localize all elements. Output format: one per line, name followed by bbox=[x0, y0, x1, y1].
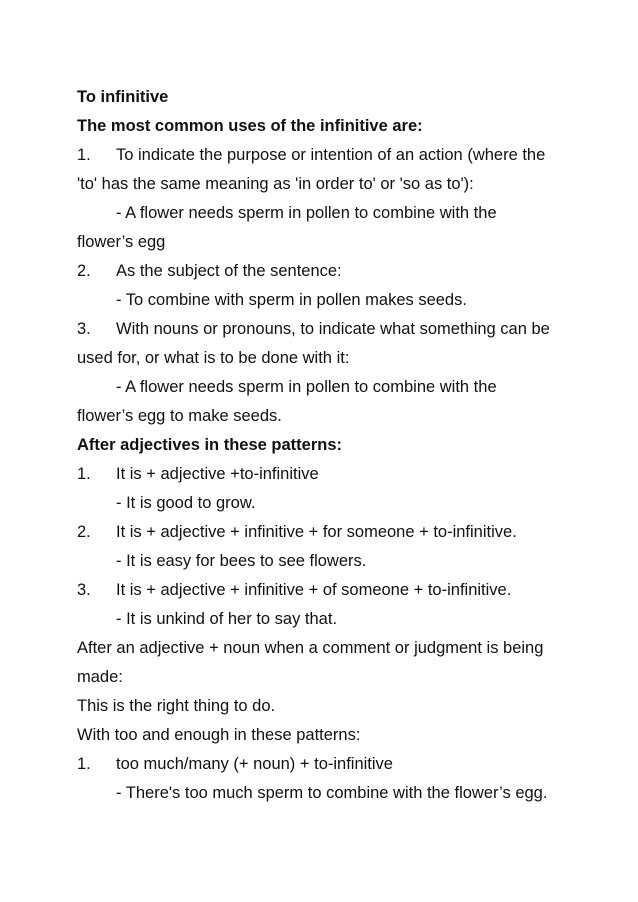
example-line: - A flower needs sperm in pollen to combine with the bbox=[116, 378, 497, 396]
list-item-text: too much/many (+ noun) + to-infinitive bbox=[116, 755, 393, 773]
list-item bbox=[77, 141, 617, 170]
list-number: 3. bbox=[77, 581, 91, 599]
example-line: - It is easy for bees to see flowers. bbox=[116, 552, 367, 570]
section-heading-common-uses: The most common uses of the infinitive are: bbox=[77, 117, 423, 135]
example-line: - To combine with sperm in pollen makes seeds. bbox=[116, 291, 467, 309]
list-item bbox=[77, 257, 617, 286]
section-heading-too-enough: With too and enough in these patterns: bbox=[77, 726, 361, 744]
example-line: - There's too much sperm to combine with the flower’s egg. bbox=[116, 784, 548, 802]
list-number: 2. bbox=[77, 523, 91, 541]
list-item-continuation: used for, or what is to be done with it: bbox=[77, 349, 350, 367]
list-item-text: It is + adjective + infinitive + of someone + to-infinitive. bbox=[116, 581, 512, 599]
list-item-text: With nouns or pronouns, to indicate what something can be bbox=[116, 320, 550, 338]
list-item-text: As the subject of the sentence: bbox=[116, 262, 342, 280]
list-item-text: It is + adjective + infinitive + for someone + to-infinitive. bbox=[116, 523, 517, 541]
list-number: 3. bbox=[77, 320, 91, 338]
paragraph-line: After an adjective + noun when a comment or judgment is being bbox=[77, 639, 544, 657]
paragraph-line: made: bbox=[77, 668, 123, 686]
list-number: 2. bbox=[77, 262, 91, 280]
example-line: - It is unkind of her to say that. bbox=[116, 610, 338, 628]
example-sentence: This is the right thing to do. bbox=[77, 697, 276, 715]
list-number: 1. bbox=[77, 146, 91, 164]
example-line: - It is good to grow. bbox=[116, 494, 256, 512]
list-item bbox=[77, 460, 617, 489]
example-line: - A flower needs sperm in pollen to combine with the bbox=[116, 204, 497, 222]
list-item bbox=[77, 576, 617, 605]
example-continuation: flower’s egg bbox=[77, 233, 166, 251]
list-number: 1. bbox=[77, 755, 91, 773]
document-page bbox=[77, 83, 617, 808]
list-item-continuation: 'to' has the same meaning as 'in order to' or 'so as to'): bbox=[77, 175, 474, 193]
list-item-text: To indicate the purpose or intention of an action (where the bbox=[116, 146, 546, 164]
section-heading-adjectives: After adjectives in these patterns: bbox=[77, 436, 342, 454]
example-continuation: flower’s egg to make seeds. bbox=[77, 407, 282, 425]
list-item-text: It is + adjective +to-infinitive bbox=[116, 465, 319, 483]
list-item bbox=[77, 750, 617, 779]
list-item bbox=[77, 315, 617, 344]
document-title: To infinitive bbox=[77, 88, 169, 106]
list-number: 1. bbox=[77, 465, 91, 483]
list-item bbox=[77, 518, 617, 547]
